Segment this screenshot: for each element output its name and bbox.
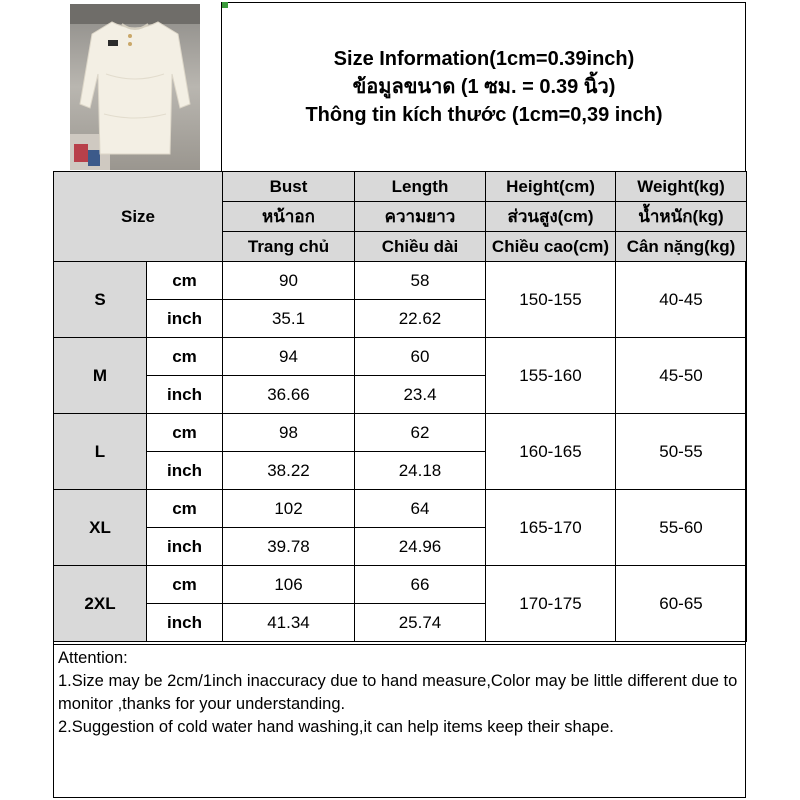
weight-cell: 40-45 bbox=[616, 262, 747, 338]
header-bust-vi: Trang chủ bbox=[223, 232, 355, 262]
size-column-title: Size bbox=[54, 172, 223, 262]
header-length-vi: Chiều dài bbox=[355, 232, 486, 262]
header-length-th: ความยาว bbox=[355, 202, 486, 232]
size-label-l: L bbox=[54, 414, 147, 490]
bust-inch-cell: 38.22 bbox=[223, 452, 355, 490]
height-cell: 170-175 bbox=[486, 566, 616, 642]
sweater-image bbox=[70, 4, 200, 170]
length-cm-cell: 66 bbox=[355, 566, 486, 604]
size-label-m: M bbox=[54, 338, 147, 414]
weight-cell: 50-55 bbox=[616, 414, 747, 490]
unit-inch: inch bbox=[147, 452, 223, 490]
height-cell: 150-155 bbox=[486, 262, 616, 338]
unit-inch: inch bbox=[147, 300, 223, 338]
unit-inch: inch bbox=[147, 528, 223, 566]
size-label-xl: XL bbox=[54, 490, 147, 566]
size-label-2xl: 2XL bbox=[54, 566, 147, 642]
size-information-header bbox=[222, 2, 746, 172]
length-cm-cell: 60 bbox=[355, 338, 486, 376]
header-weight-en: Weight(kg) bbox=[616, 172, 747, 202]
attention-note-2: 2.Suggestion of cold water hand washing,it can help items keep their shape. bbox=[58, 718, 614, 736]
unit-cm: cm bbox=[147, 338, 223, 376]
unit-cm: cm bbox=[147, 566, 223, 604]
height-cell: 165-170 bbox=[486, 490, 616, 566]
length-inch-cell: 23.4 bbox=[355, 376, 486, 414]
bust-cm-cell: 90 bbox=[223, 262, 355, 300]
title-thai: ข้อมูลขนาด (1 ซม. = 0.39 นิ้ว) bbox=[352, 75, 616, 98]
header-weight-vi: Cân nặng(kg) bbox=[616, 232, 747, 262]
header-length-en: Length bbox=[355, 172, 486, 202]
bust-inch-cell: 36.66 bbox=[223, 376, 355, 414]
unit-inch: inch bbox=[147, 604, 223, 642]
weight-cell: 45-50 bbox=[616, 338, 747, 414]
length-cm-cell: 58 bbox=[355, 262, 486, 300]
unit-cm: cm bbox=[147, 262, 223, 300]
length-cm-cell: 64 bbox=[355, 490, 486, 528]
bust-cm-cell: 98 bbox=[223, 414, 355, 452]
bust-inch-cell: 35.1 bbox=[223, 300, 355, 338]
header-height-en: Height(cm) bbox=[486, 172, 616, 202]
height-cell: 155-160 bbox=[486, 338, 616, 414]
header-bust-en: Bust bbox=[223, 172, 355, 202]
attention-notes bbox=[53, 644, 746, 798]
length-inch-cell: 22.62 bbox=[355, 300, 486, 338]
header-bust-th: หน้าอก bbox=[223, 202, 355, 232]
unit-cm: cm bbox=[147, 490, 223, 528]
product-photo bbox=[70, 4, 200, 170]
bust-cm-cell: 106 bbox=[223, 566, 355, 604]
length-inch-cell: 25.74 bbox=[355, 604, 486, 642]
header-height-vi: Chiều cao(cm) bbox=[486, 232, 616, 262]
unit-cm: cm bbox=[147, 414, 223, 452]
weight-cell: 55-60 bbox=[616, 490, 747, 566]
title-english: Size Information(1cm=0.39inch) bbox=[333, 47, 635, 70]
bust-cm-cell: 102 bbox=[223, 490, 355, 528]
bust-cm-cell: 94 bbox=[223, 338, 355, 376]
size-label-s: S bbox=[54, 262, 147, 338]
header-weight-th: น้ำหนัก(kg) bbox=[616, 202, 747, 232]
header-height-th: ส่วนสูง(cm) bbox=[486, 202, 616, 232]
title-vietnamese: Thông tin kích thước (1cm=0,39 inch) bbox=[305, 103, 663, 126]
length-cm-cell: 62 bbox=[355, 414, 486, 452]
attention-note-1: 1.Size may be 2cm/1inch inaccuracy due to hand measure,Color may be little different due to monitor ,thanks for your understanding. bbox=[58, 672, 738, 713]
length-inch-cell: 24.18 bbox=[355, 452, 486, 490]
product-photo-cell bbox=[53, 2, 222, 172]
weight-cell: 60-65 bbox=[616, 566, 747, 642]
size-table bbox=[53, 171, 747, 642]
unit-inch: inch bbox=[147, 376, 223, 414]
bust-inch-cell: 41.34 bbox=[223, 604, 355, 642]
height-cell: 160-165 bbox=[486, 414, 616, 490]
bust-inch-cell: 39.78 bbox=[223, 528, 355, 566]
length-inch-cell: 24.96 bbox=[355, 528, 486, 566]
attention-title: Attention: bbox=[58, 649, 128, 667]
